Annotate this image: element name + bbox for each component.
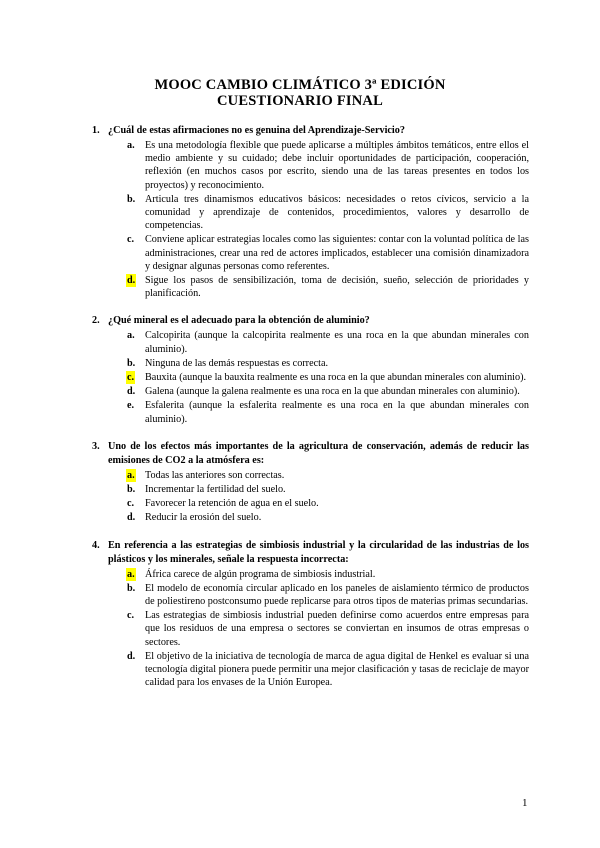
option-text: Reducir la erosión del suelo. <box>145 512 262 524</box>
option-letter: b. <box>127 582 136 594</box>
document-title: MOOC CAMBIO CLIMÁTICO 3ª EDICIÓN <box>154 77 446 93</box>
answer-option <box>92 399 529 425</box>
option-letter: b. <box>127 484 136 496</box>
option-text: El modelo de economía circular aplicado en los paneles de aislamiento térmico de productos de poliestireno postconsumo puede replicarse para otros tipos de materias primas secundarias. <box>145 582 529 608</box>
question-text: ¿Qué mineral es el adecuado para la obtención de aluminio? <box>108 315 370 327</box>
option-letter: b. <box>127 357 136 369</box>
option-text: Esfalerita (aunque la esfalerita realmente es una roca en la que abundan minerales con aluminio). <box>145 400 529 425</box>
option-letter: d. <box>127 512 136 524</box>
option-letter: e. <box>127 400 135 412</box>
answer-option <box>92 329 529 355</box>
answer-option <box>92 193 529 233</box>
option-letter-highlighted: a. <box>127 469 135 481</box>
option-letter: d. <box>127 650 136 662</box>
option-letter: a. <box>127 140 135 151</box>
answer-option <box>92 497 529 510</box>
option-text: Sigue los pasos de sensibilización, toma de decisión, sueño, selección de prioridades y planificación. <box>145 275 529 300</box>
question-title <box>92 440 529 468</box>
option-text: Articula tres dinamismos educativos básicos: necesidades o retos cívicos, servicio a la comunidad y aprendizaje de contenidos, procedimientos, valores y desarrollo de competencias. <box>145 193 529 232</box>
question-number: 1. <box>92 125 100 136</box>
question-text: Uno de los efectos más importantes de la agricultura de conservación, además de reducir las emisiones de CO2 a la atmósfera es: <box>108 440 529 466</box>
document-subtitle: CUESTIONARIO FINAL <box>217 93 383 109</box>
option-letter: d. <box>127 386 136 398</box>
option-letter-highlighted: a. <box>127 568 135 580</box>
answer-option <box>92 650 529 690</box>
answer-option-correct <box>92 274 529 300</box>
option-letter: b. <box>127 193 136 205</box>
option-letter: c. <box>127 610 135 622</box>
answer-option <box>92 233 529 273</box>
option-letter: c. <box>127 234 135 246</box>
questionnaire <box>92 124 529 704</box>
option-text: El objetivo de la iniciativa de tecnología de marca de agua digital de Henkel es evaluar si una tecnología digital pionera puede permitir una mejor clasificación y tasas de reciclaje de mayor calidad para los envases de la Unión Europea. <box>145 650 529 689</box>
question-2 <box>92 314 529 425</box>
question-title <box>92 539 529 567</box>
question-number: 3. <box>92 440 100 452</box>
option-letter-highlighted: c. <box>127 372 135 384</box>
question-number: 4. <box>92 539 100 551</box>
option-text: Conviene aplicar estrategias locales como las siguientes: contar con la voluntad política de las administraciones, crear una red de actores implicados, establecer una comisión dinamizadora y designar algunas personas como referentes. <box>145 234 529 272</box>
answer-option-correct <box>92 371 529 384</box>
question-1 <box>92 124 529 300</box>
answer-option <box>92 582 529 608</box>
page-number: 1 <box>522 797 528 809</box>
question-3 <box>92 440 529 525</box>
answer-option <box>92 609 529 649</box>
question-title <box>92 314 529 328</box>
option-text: Favorecer la retención de agua en el suelo. <box>145 498 319 510</box>
answer-option <box>92 357 529 370</box>
option-letter-highlighted: d. <box>127 275 136 287</box>
option-text: Ninguna de las demás respuestas es correcta. <box>145 357 329 369</box>
option-letter: c. <box>127 498 135 510</box>
option-text: Bauxita (aunque la bauxita realmente es una roca en la que abundan minerales con aluminio). <box>145 372 527 384</box>
question-number: 2. <box>92 315 100 327</box>
answer-option <box>92 483 529 496</box>
option-letter: a. <box>127 330 135 342</box>
option-text: Calcopirita (aunque la calcopirita realmente es una roca en la que abundan minerales con aluminio). <box>145 330 529 355</box>
question-title <box>92 124 529 138</box>
option-text: Galena (aunque la galena realmente es una roca en la que abundan minerales con aluminio). <box>145 386 520 398</box>
option-text: África carece de algún programa de simbiosis industrial. <box>145 568 376 580</box>
answer-option-correct <box>92 568 529 581</box>
question-4 <box>92 539 529 690</box>
option-text: Todas las anteriores son correctas. <box>145 469 285 481</box>
option-text: Es una metodología flexible que puede aplicarse a múltiples ámbitos temáticos, entre ellos el medio ambiente y su cuidado; debe incluir oportunidades de participación, cooperación, reflexión (en muchos casos por escrito, siendo una de las tareas presentes en todos los proyectos) y reconocimiento. <box>145 140 529 191</box>
option-text: Las estrategias de simbiosis industrial pueden definirse como acuerdos entre empresas para que los residuos de una empresa o sectores se conviertan en insumos de otras empresas o sectores. <box>145 610 529 648</box>
question-text: En referencia a las estrategias de simbiosis industrial y la circularidad de las industrias de los plásticos y los minerales, señale la respuesta incorrecta: <box>108 539 529 565</box>
option-text: Incrementar la fertilidad del suelo. <box>145 484 286 496</box>
answer-option <box>92 385 529 398</box>
answer-option <box>92 139 529 192</box>
question-text: ¿Cuál de estas afirmaciones no es genuina del Aprendizaje-Servicio? <box>108 125 405 136</box>
answer-option-correct <box>92 469 529 482</box>
answer-option <box>92 511 529 524</box>
